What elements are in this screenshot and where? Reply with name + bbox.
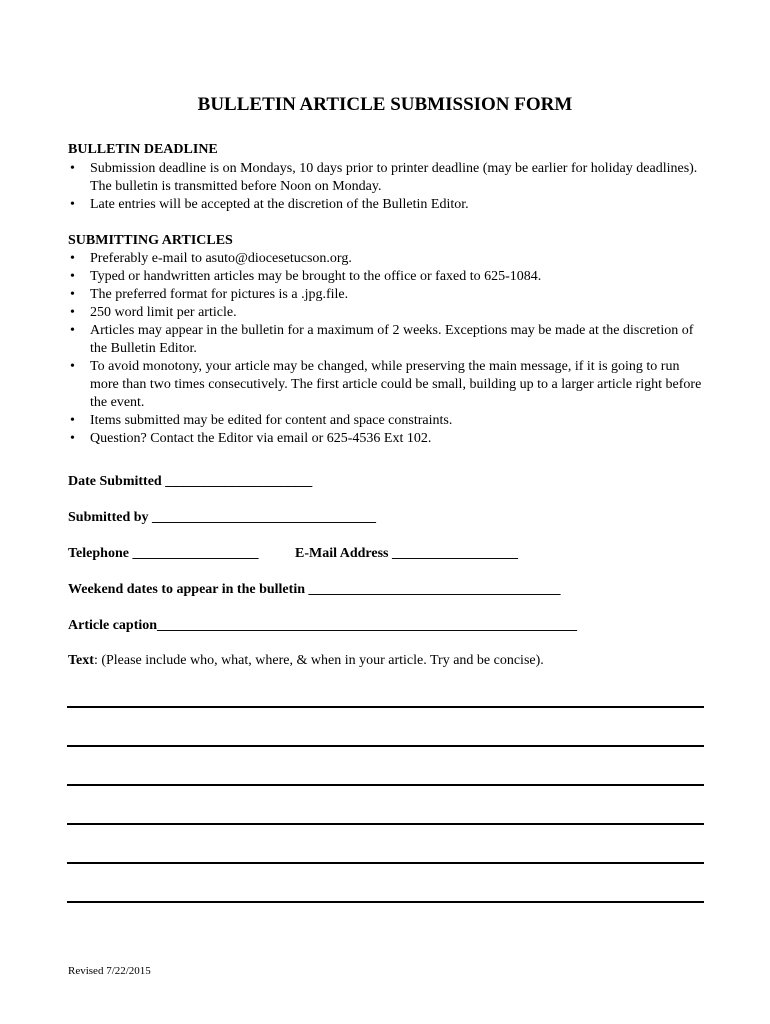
list-item: • Articles may appear in the bulletin for a maximum of 2 weeks. Exceptions may be made at the discretion of the Bulletin Editor.	[68, 322, 708, 358]
email-field[interactable]: E-Mail Address __________________	[295, 546, 518, 561]
submitting-heading: SUBMITTING ARTICLES	[68, 233, 233, 248]
list-item: • Late entries will be accepted at the discretion of the Bulletin Editor.	[68, 196, 708, 214]
submitting-list	[68, 250, 708, 448]
deadline-list	[68, 160, 708, 214]
list-item: • To avoid monotony, your article may be changed, while preserving the main message, if it is going to run more than two times consecutively. The first article could be small, building up to a larger article right before the event.	[68, 358, 708, 412]
text-entry-line[interactable]	[67, 862, 704, 864]
text-entry-line[interactable]	[67, 706, 704, 708]
submitted-by-field[interactable]: Submitted by ________________________________	[68, 510, 377, 525]
article-caption-field[interactable]: Article caption____________________________________________________________	[68, 618, 578, 633]
list-item: • Preferably e-mail to asuto@diocesetucson.org.	[68, 250, 708, 268]
list-item: • Question? Contact the Editor via email or 625-4536 Ext 102.	[68, 430, 708, 448]
deadline-heading: BULLETIN DEADLINE	[68, 142, 218, 157]
text-label: Text	[68, 653, 94, 668]
text-hint: : (Please include who, what, where, & when in your article. Try and be concise).	[93, 653, 544, 668]
text-entry-line[interactable]	[67, 745, 704, 747]
telephone-field[interactable]: Telephone __________________	[68, 546, 259, 561]
date-submitted-field[interactable]: Date Submitted _____________________	[68, 474, 313, 489]
list-item: • Typed or handwritten articles may be brought to the office or faxed to 625-1084.	[68, 268, 708, 286]
list-item: • Items submitted may be edited for content and space constraints.	[68, 412, 708, 430]
list-item: • 250 word limit per article.	[68, 304, 708, 322]
list-item: • Submission deadline is on Mondays, 10 days prior to printer deadline (may be earlier for holiday deadlines). The bulletin is transmitted before Noon on Monday.	[68, 160, 708, 196]
text-instructions	[68, 652, 544, 670]
revision-date: Revised 7/22/2015	[68, 965, 151, 977]
page-title: BULLETIN ARTICLE SUBMISSION FORM	[197, 94, 573, 115]
text-entry-line[interactable]	[67, 823, 704, 825]
weekend-dates-field[interactable]: Weekend dates to appear in the bulletin ____________________________________	[68, 582, 561, 597]
text-entry-line[interactable]	[67, 901, 704, 903]
list-item: • The preferred format for pictures is a .jpg.file.	[68, 286, 708, 304]
text-entry-line[interactable]	[67, 784, 704, 786]
